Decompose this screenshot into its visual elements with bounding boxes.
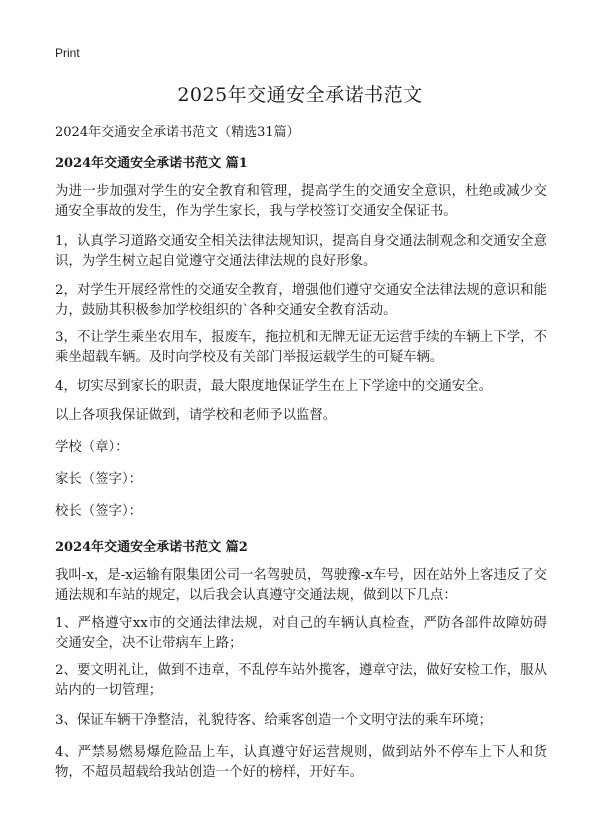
section-heading-1: 2024年交通安全承诺书范文 篇1 bbox=[55, 156, 248, 171]
paragraph: 2，对学生开展经常性的交通安全教育，增强他们遵守交通安全法律法规的意识和能力，鼓励其积极参加学校组织的`各种交通安全教育活动。 bbox=[55, 283, 547, 318]
signature-line-parent: 家长（签字）： bbox=[55, 472, 143, 487]
paragraph: 1，认真学习道路交通安全相关法律法规知识，提高自身交通法制观念和交通安全意识，为学生树立起自觉遵守交通法律法规的良好形象。 bbox=[55, 234, 547, 269]
paragraph: 为进一步加强对学生的安全教育和管理，提高学生的交通安全意识，杜绝或减少交通安全事故的发生，作为学生家长，我与学校签订交通安全保证书。 bbox=[55, 184, 547, 219]
section-heading-2: 2024年交通安全承诺书范文 篇2 bbox=[55, 540, 248, 555]
signature-line-principal: 校长（签字）： bbox=[55, 504, 143, 519]
page-title: 2025年交通安全承诺书范文 bbox=[177, 84, 423, 106]
print-link[interactable]: Print bbox=[55, 46, 80, 60]
paragraph: 3、保证车辆干净整洁，礼貌待客、给乘客创造一个文明守法的乘车环境； bbox=[55, 713, 493, 728]
signature-line-school: 学校（章）： bbox=[55, 440, 129, 455]
paragraph: 4、严禁易燃易爆危险品上车，认真遵守好运营规则，做到站外不停车上下人和货物，不超员超载给我站创造一个好的榜样，开好车。 bbox=[55, 745, 547, 780]
paragraph: 3，不让学生乘坐农用车，报废车，拖拉机和无牌无证无运营手续的车辆上下学，不乘坐超载车辆。及时向学校及有关部门举报运载学生的可疑车辆。 bbox=[55, 330, 547, 365]
paragraph: 我叫-x，是-x运输有限集团公司一名驾驶员，驾驶豫-x车号，因在站外上客违反了交通法规和车站的规定，以后我会认真遵守交通法规，做到以下几点： bbox=[55, 568, 547, 603]
paragraph: 4，切实尽到家长的职责，最大限度地保证学生在上下学途中的交通安全。 bbox=[55, 379, 493, 394]
paragraph: 以上各项我保证做到，请学校和老师予以监督。 bbox=[55, 408, 337, 423]
paragraph: 1、严格遵守xx市的交通法律法规，对自己的车辆认真检查，严防各部件故障妨碍交通安全，决不让带病车上路； bbox=[55, 616, 547, 651]
document-subtitle: 2024年交通安全承诺书范文（精选31篇） bbox=[55, 125, 300, 140]
paragraph: 2、要文明礼让，做到不违章，不乱停车站外揽客，遵章守法，做好安检工作，服从站内的一切管理； bbox=[55, 663, 547, 698]
